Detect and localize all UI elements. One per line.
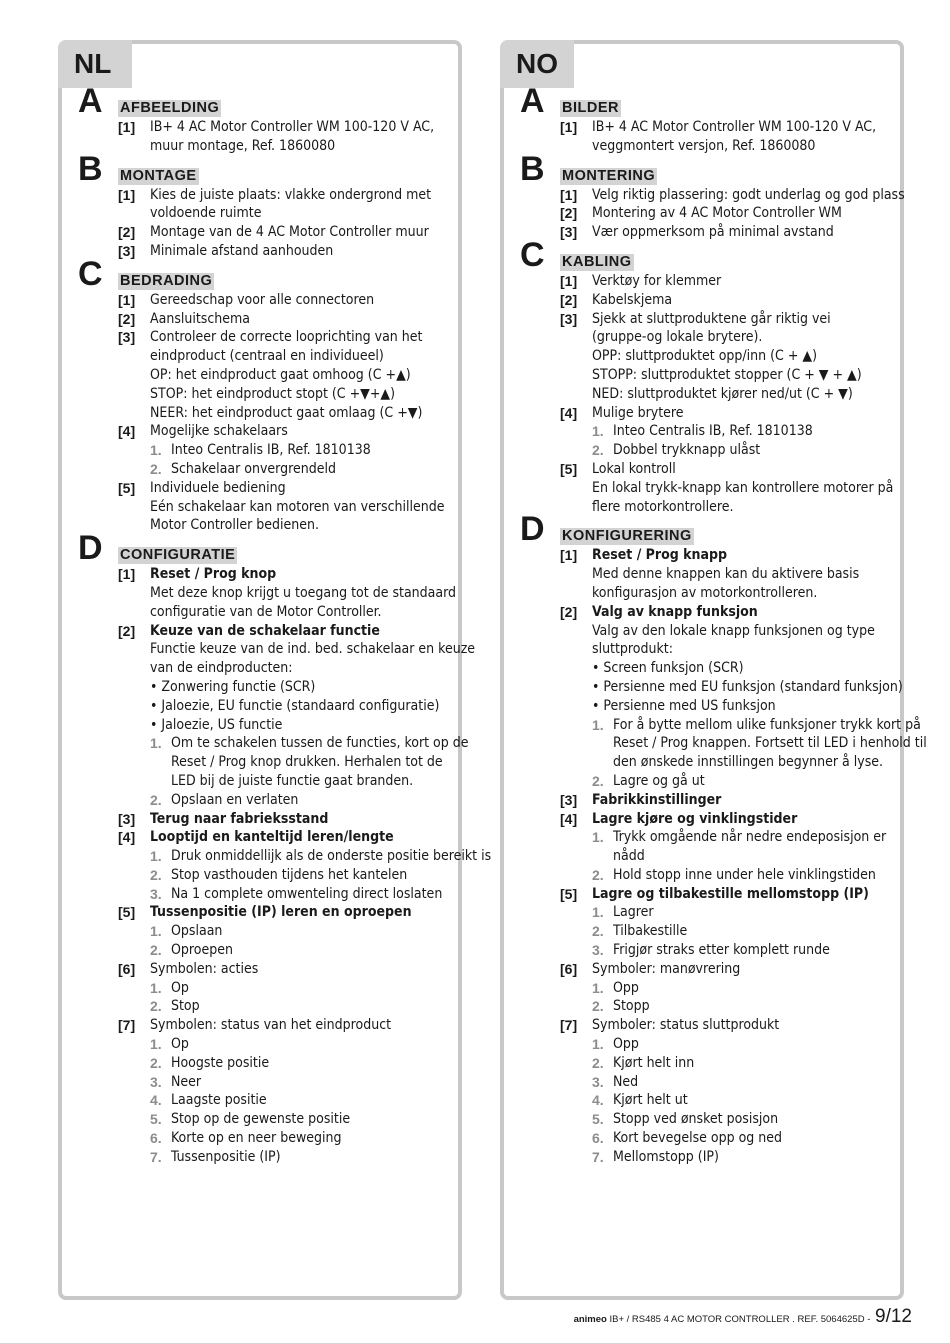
sub-item-text: Stop — [171, 998, 200, 1015]
item-number: [4] — [118, 423, 136, 440]
sub-item — [150, 922, 450, 941]
sub-item-number: 2. — [592, 923, 604, 940]
item-text: • Persienne med EU funksjon (standard funksjon) — [592, 678, 903, 695]
section-letter: B — [78, 149, 103, 188]
sub-item-text: Stopp ved ønsket posisjon — [613, 1111, 779, 1128]
sub-item — [592, 903, 892, 922]
sub-item-number: 7. — [150, 1148, 162, 1165]
list-item — [118, 186, 450, 224]
item-number: [2] — [118, 224, 136, 241]
list-item — [560, 1016, 892, 1166]
sub-item — [592, 1110, 892, 1129]
sub-item-text: Mellomstopp (IP) — [613, 1148, 719, 1165]
sub-item-text: Dobbel trykknapp ulåst — [613, 442, 761, 459]
list-item — [560, 186, 905, 205]
item-text: NED: sluttproduktet kjører ned/ut (C + ▼) — [592, 385, 853, 402]
item-number: [1] — [560, 119, 578, 135]
item-heading: Fabrikkinstillinger — [592, 791, 722, 808]
sub-item-text: Laagste positie — [171, 1092, 267, 1109]
sub-item — [150, 1110, 450, 1129]
list-item — [560, 310, 892, 404]
list-item — [560, 404, 892, 460]
sub-item-number: 2. — [592, 866, 604, 883]
column-nl — [58, 40, 492, 1300]
sub-item-text: Druk onmiddellijk als de onderste positie bereikt is — [171, 848, 492, 865]
item-number: [5] — [560, 460, 578, 477]
sub-item-text: Opp — [613, 979, 639, 996]
sub-item-text: Inteo Centralis IB, Ref. 1810138 — [613, 423, 813, 440]
item-text: Functie keuze van de ind. bed. schakelaar en keuze — [150, 641, 476, 658]
sub-item-text: LED bij de juiste functie gaat branden. — [171, 772, 414, 789]
section-a — [520, 82, 892, 156]
list-item — [118, 242, 450, 261]
item-number: [5] — [118, 904, 136, 921]
item-text: Motor Controller bedienen. — [150, 517, 320, 534]
sub-item-number: 1. — [150, 735, 162, 752]
item-text: Symbolen: acties — [150, 960, 259, 977]
list-item — [560, 885, 892, 960]
sub-item-number: 2. — [592, 772, 604, 789]
sub-item-number: 1. — [592, 979, 604, 996]
item-text: konfigurasjon av motorkontrolleren. — [592, 584, 818, 601]
item-number: [5] — [118, 479, 136, 496]
sub-item-text: Lagrer — [613, 904, 654, 921]
sub-item-text: Om te schakelen tussen de functies, kort op de — [171, 735, 469, 752]
item-number: [3] — [560, 310, 578, 327]
sub-item-number: 3. — [592, 942, 604, 959]
sub-item-number: 1. — [592, 423, 604, 440]
list-item — [118, 223, 450, 242]
item-heading: Lagre og tilbakestille mellomstopp (IP) — [592, 885, 869, 902]
item-number: [5] — [560, 885, 578, 902]
section-letter: C — [78, 254, 103, 293]
list-item — [560, 204, 892, 223]
sub-item-text: Lagre og gå ut — [613, 772, 705, 789]
sub-item-number: 2. — [150, 942, 162, 959]
sub-item-number: 2. — [592, 1054, 604, 1071]
item-text: Met deze knop krijgt u toegang tot de standaard — [150, 584, 457, 601]
item-heading: Lagre kjøre og vinklingstider — [592, 810, 798, 827]
item-number: [2] — [560, 291, 578, 308]
sub-item-text: Opp — [613, 1036, 639, 1053]
list-item — [118, 1016, 450, 1166]
item-text: Symboler: status sluttprodukt — [592, 1017, 780, 1034]
section-a — [78, 82, 450, 156]
item-heading: Terug naar fabrieksstand — [150, 810, 329, 827]
sub-item-text: Opslaan en verlaten — [171, 791, 299, 808]
item-text: Kies de juiste plaats: vlakke ondergrond met — [150, 186, 432, 203]
sub-item-number: 3. — [592, 1073, 604, 1090]
section-c — [520, 235, 894, 516]
sub-item-number: 2. — [150, 460, 162, 477]
section-letter: A — [520, 82, 545, 120]
item-number: [4] — [118, 829, 136, 846]
sub-item-number: 3. — [150, 885, 162, 902]
item-text: En lokal trykk-knapp kan kontrollere motorer på — [592, 479, 894, 496]
item-heading: Valg av knapp funksjon — [592, 603, 758, 620]
item-text: muur montage, Ref. 1860080 — [150, 137, 336, 154]
sub-item — [592, 997, 892, 1016]
item-text: Vær oppmerksom på minimal avstand — [592, 224, 834, 241]
item-text: Mulige brytere — [592, 404, 684, 421]
item-number: [3] — [560, 224, 578, 241]
sub-item — [592, 922, 892, 941]
item-text: • Persienne med US funksjon — [592, 697, 776, 714]
item-text: (gruppe-og lokale brytere). — [592, 329, 763, 346]
sub-item — [150, 1148, 450, 1167]
sub-item-number: 2. — [150, 1054, 162, 1071]
sub-item-text: Tussenpositie (IP) — [171, 1148, 281, 1165]
item-text: Controleer de correcte looprichting van het — [150, 329, 423, 346]
list-item — [560, 272, 892, 291]
sub-item — [592, 1091, 892, 1110]
section-letter: A — [78, 82, 103, 120]
sub-item-text: nådd — [613, 848, 645, 865]
sub-item-text: Kjørt helt ut — [613, 1092, 688, 1109]
page-number: 9/12 — [875, 1306, 912, 1327]
sub-item-number: 7. — [592, 1148, 604, 1165]
item-number: [3] — [560, 791, 578, 808]
item-number: [4] — [560, 810, 578, 827]
list-item — [560, 603, 927, 791]
sub-item — [592, 716, 927, 772]
sub-item-number: 6. — [592, 1130, 604, 1147]
sub-item-text: Ned — [613, 1073, 639, 1090]
section-b — [520, 149, 905, 242]
item-number: [4] — [560, 404, 578, 421]
sub-item-number: 2. — [592, 442, 604, 459]
sub-item-number: 6. — [150, 1130, 162, 1147]
sub-item-number: 4. — [592, 1092, 604, 1109]
sub-item-number: 1. — [150, 848, 162, 865]
section-d — [78, 529, 492, 1167]
list-item — [118, 622, 476, 810]
list-item — [118, 291, 450, 310]
sub-item-text: Hoogste positie — [171, 1054, 270, 1071]
item-text: Gereedschap voor alle connectoren — [150, 291, 375, 308]
item-text: Med denne knappen kan du aktivere basis — [592, 566, 860, 583]
sub-item — [150, 997, 450, 1016]
sub-item — [150, 1073, 450, 1092]
list-item — [118, 828, 492, 903]
item-number: [1] — [118, 566, 136, 583]
item-text: Symbolen: status van het eindproduct — [150, 1017, 392, 1034]
sub-item-number: 2. — [150, 866, 162, 883]
sub-item — [592, 1148, 892, 1167]
item-number: [1] — [560, 186, 578, 203]
sub-item-text: Reset / Prog knop drukken. Herhalen tot de — [171, 754, 443, 771]
footer-brand: animeo — [573, 1314, 607, 1325]
language-label: NO — [500, 40, 574, 88]
section-title: MONTAGE — [120, 167, 197, 184]
item-number: [3] — [118, 810, 136, 827]
sub-item — [592, 1035, 892, 1054]
section-title: BILDER — [562, 100, 619, 116]
item-text: • Jaloezie, EU functie (standaard configuratie) — [150, 697, 440, 714]
sub-item-text: Oproepen — [171, 942, 233, 959]
sub-item-text: Trykk omgående når nedre endeposisjon er — [613, 829, 887, 846]
item-text: Velg riktig plassering: godt underlag og god plass — [592, 186, 905, 203]
item-heading: Looptijd en kanteltijd leren/lengte — [150, 829, 394, 846]
item-text: STOP: het eindproduct stopt (C +▼+▲) — [150, 385, 395, 402]
item-text: eindproduct (centraal en individueel) — [150, 348, 384, 365]
list-item — [560, 791, 892, 810]
item-number: [7] — [118, 1017, 136, 1034]
footer-text: IB+ / RS485 4 AC MOTOR CONTROLLER . REF. 5064625D - — [606, 1314, 874, 1325]
sub-item — [592, 422, 892, 441]
item-text: sluttprodukt: — [592, 641, 673, 658]
item-number: [1] — [118, 186, 136, 203]
item-text: NEER: het eindproduct gaat omlaag (C +▼) — [150, 404, 423, 421]
sub-item — [150, 1129, 450, 1148]
item-number: [1] — [560, 547, 578, 564]
section-b — [78, 149, 450, 261]
sub-item — [592, 866, 892, 885]
list-item — [118, 903, 450, 959]
sub-item-number: 1. — [150, 979, 162, 996]
sub-item — [592, 828, 892, 866]
sub-item-text: Frigjør straks etter komplett runde — [613, 942, 830, 959]
sub-item — [150, 1054, 450, 1073]
item-text: configuratie van de Motor Controller. — [150, 603, 382, 620]
list-item — [118, 810, 450, 829]
list-item — [118, 422, 450, 478]
item-number: [3] — [118, 329, 136, 346]
sub-item — [150, 1091, 450, 1110]
section-title: KONFIGURERING — [562, 528, 692, 545]
item-text: IB+ 4 AC Motor Controller WM 100-120 V AC, — [150, 119, 435, 135]
sub-item — [150, 441, 450, 460]
item-number: [2] — [118, 310, 136, 327]
item-number: [2] — [560, 603, 578, 620]
section-title: CONFIGURATIE — [120, 547, 236, 564]
item-text: Aansluitschema — [150, 310, 251, 327]
sub-item-text: Hold stopp inne under hele vinklingstiden — [613, 866, 876, 883]
sub-item — [150, 941, 450, 960]
item-text: Mogelijke schakelaars — [150, 423, 288, 440]
list-item — [118, 310, 450, 329]
section-title: MONTERING — [562, 167, 656, 184]
item-text: flere motorkontrollere. — [592, 498, 734, 515]
item-number: [7] — [560, 1017, 578, 1034]
item-text: Verktøy for klemmer — [592, 272, 722, 289]
item-text: Montering av 4 AC Motor Controller WM — [592, 205, 842, 222]
sub-item-number: 1. — [150, 1036, 162, 1053]
item-text: Eén schakelaar kan motoren van verschillende — [150, 498, 445, 515]
item-text: Valg av den lokale knapp funksjonen og type — [592, 622, 875, 639]
sub-item-text: Op — [171, 1036, 189, 1053]
sub-item-text: Stop op de gewenste positie — [171, 1111, 351, 1128]
item-text: van de eindproducten: — [150, 660, 293, 677]
list-item — [118, 479, 450, 535]
section-letter: D — [78, 529, 103, 568]
item-text: OPP: sluttproduktet opp/inn (C + ▲) — [592, 348, 818, 365]
item-text: OP: het eindproduct gaat omhoog (C +▲) — [150, 366, 411, 383]
sub-item-number: 5. — [592, 1111, 604, 1128]
list-item — [560, 118, 892, 156]
sub-item-text: Stopp — [613, 998, 650, 1015]
list-item — [560, 546, 892, 602]
section-letter: D — [520, 510, 545, 549]
sub-item-number: 2. — [592, 998, 604, 1015]
sub-item-text: Stop vasthouden tijdens het kantelen — [171, 866, 408, 883]
sub-item-number: 1. — [150, 442, 162, 459]
sub-item-number: 1. — [592, 904, 604, 921]
sub-item — [592, 1129, 892, 1148]
section-title: AFBEELDING — [120, 100, 220, 116]
sub-item — [592, 979, 892, 998]
section-letter: C — [520, 235, 545, 274]
sub-item — [150, 847, 492, 866]
sub-item-number: 1. — [592, 1036, 604, 1053]
sub-item-number: 3. — [150, 1073, 162, 1090]
item-text: • Jaloezie, US functie — [150, 716, 283, 733]
section-title: BEDRADING — [120, 272, 213, 289]
item-text: STOPP: sluttproduktet stopper (C + ▼ + ▲) — [592, 366, 862, 383]
item-heading: Reset / Prog knop — [150, 566, 277, 583]
list-item — [560, 810, 892, 885]
sub-item-number: 5. — [150, 1111, 162, 1128]
sub-item-text: Reset / Prog knappen. Fortsett til LED i henhold til — [613, 735, 927, 752]
section-title: KABLING — [562, 253, 632, 270]
sub-item-text: Kort bevegelse opp og ned — [613, 1130, 783, 1147]
item-number: [3] — [118, 242, 136, 259]
page-footer — [574, 1306, 912, 1328]
sub-item — [592, 1054, 892, 1073]
item-text: • Zonwering functie (SCR) — [150, 678, 316, 695]
item-heading: Tussenpositie (IP) leren en oproepen — [150, 904, 412, 921]
sub-item-text: Korte op en neer beweging — [171, 1130, 342, 1147]
sub-item-text: Schakelaar onvergrendeld — [171, 460, 336, 477]
sub-item — [592, 1073, 892, 1092]
sub-item-number: 2. — [150, 791, 162, 808]
item-number: [2] — [560, 205, 578, 222]
item-text: Kabelskjema — [592, 291, 673, 308]
sub-item — [592, 941, 892, 960]
section-d — [520, 510, 927, 1166]
item-text: Lokal kontroll — [592, 460, 676, 477]
sub-item — [150, 460, 450, 479]
item-number: [1] — [118, 291, 136, 308]
sub-item-text: den ønskede innstillingen begynner å lyse. — [613, 754, 884, 771]
item-text: veggmontert versjon, Ref. 1860080 — [592, 137, 816, 154]
item-text: Montage van de 4 AC Motor Controller muur — [150, 224, 429, 241]
list-item — [560, 291, 892, 310]
column-content — [78, 82, 492, 1167]
sub-item-text: Tilbakestille — [613, 923, 688, 940]
sub-item-text: Neer — [171, 1073, 202, 1090]
list-item — [118, 960, 450, 1016]
item-number: [6] — [560, 960, 578, 977]
item-heading: Reset / Prog knapp — [592, 547, 728, 564]
sub-item-number: 4. — [150, 1092, 162, 1109]
list-item — [560, 223, 892, 242]
sub-item-text: Inteo Centralis IB, Ref. 1810138 — [171, 442, 371, 459]
sub-item-number: 1. — [592, 716, 604, 733]
item-text: Minimale afstand aanhouden — [150, 242, 334, 259]
column-content — [520, 82, 927, 1167]
sub-item — [592, 441, 892, 460]
sub-item-text: Na 1 complete omwenteling direct loslaten — [171, 885, 443, 902]
sub-item — [150, 1035, 450, 1054]
sub-item-text: Opslaan — [171, 923, 223, 940]
item-number: [1] — [560, 272, 578, 289]
sub-item-text: Kjørt helt inn — [613, 1054, 695, 1071]
list-item — [118, 565, 457, 621]
sub-item-text: For å bytte mellom ulike funksjoner trykk kort på — [613, 716, 921, 733]
sub-item-text: Op — [171, 979, 189, 996]
item-text: Symboler: manøvrering — [592, 960, 741, 977]
item-text: IB+ 4 AC Motor Controller WM 100-120 V AC, — [592, 119, 877, 135]
column-no — [500, 40, 927, 1300]
sub-item — [592, 772, 892, 791]
section-c — [78, 254, 450, 535]
sub-item-number: 1. — [150, 923, 162, 940]
sub-item-number: 1. — [592, 829, 604, 846]
sub-item — [150, 734, 469, 790]
list-item — [560, 460, 892, 516]
list-item — [118, 328, 450, 422]
item-text: • Screen funksjon (SCR) — [592, 660, 744, 677]
language-label: NL — [58, 40, 132, 88]
section-letter: B — [520, 149, 545, 188]
item-number: [1] — [118, 119, 136, 135]
sub-item — [150, 791, 450, 810]
item-number: [6] — [118, 960, 136, 977]
item-heading: Keuze van de schakelaar functie — [150, 622, 380, 639]
list-item — [118, 118, 450, 156]
sub-item-number: 2. — [150, 998, 162, 1015]
sub-item — [150, 979, 450, 998]
list-item — [560, 960, 892, 1016]
item-text: Individuele bediening — [150, 479, 286, 496]
item-number: [2] — [118, 622, 136, 639]
sub-item — [150, 885, 450, 904]
item-text: voldoende ruimte — [150, 205, 262, 222]
sub-item — [150, 866, 450, 885]
item-text: Sjekk at sluttproduktene går riktig vei — [592, 310, 831, 327]
